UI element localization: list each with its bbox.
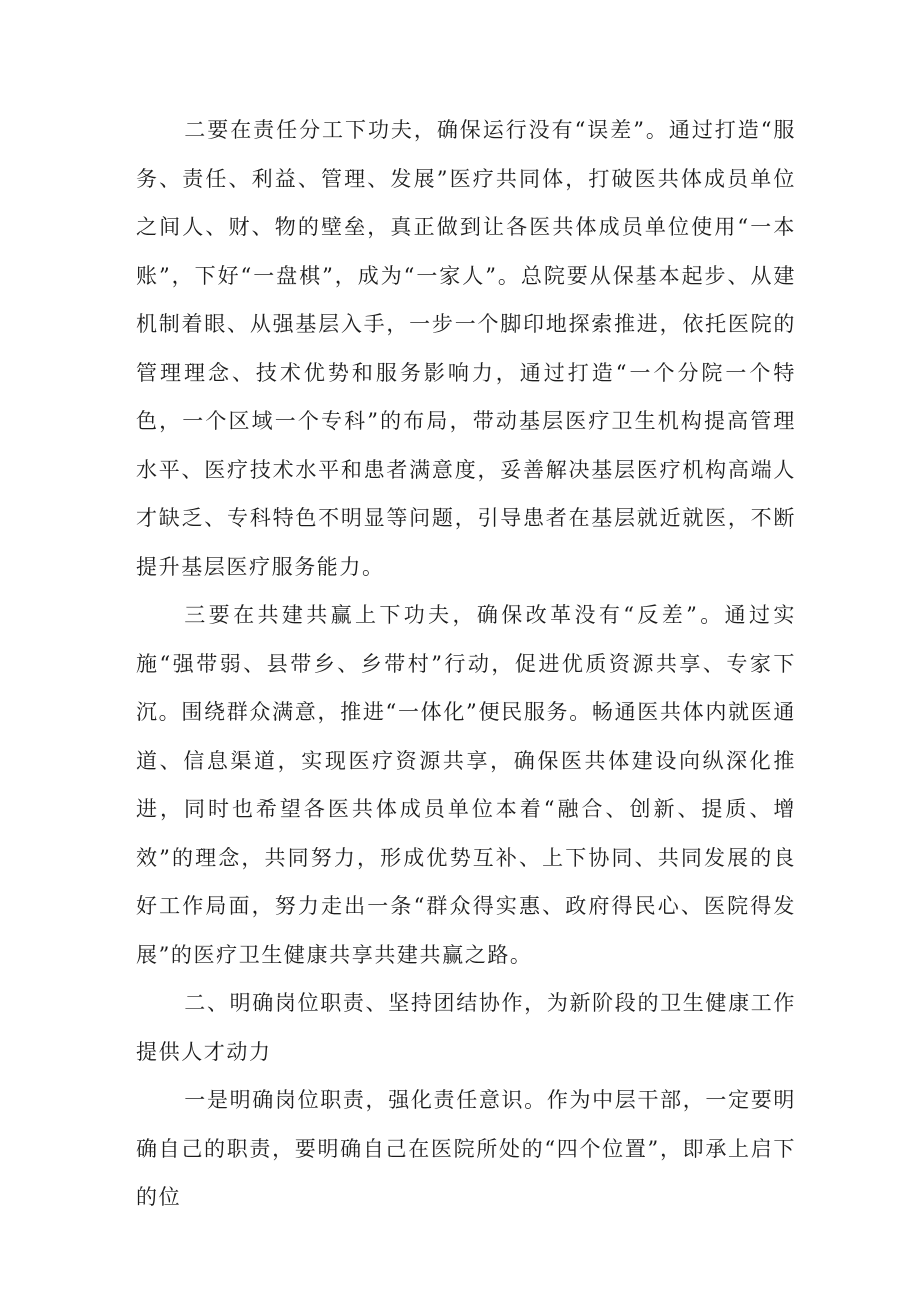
section-heading-job-duties: 二、明确岗位职责、坚持团结协作，为新阶段的卫生健康工作提供人才动力 — [136, 991, 796, 1064]
document-body — [136, 106, 796, 1222]
paragraph-responsibility-division: 二要在责任分工下功夫，确保运行没有“误差”。通过打造“服务、责任、利益、管理、发展”医疗共同体，打破医共体成员单位之间人、财、物的壁垒，真正做到让各医共体成员单位使用“一本账”，下好“一盘棋”，成为“一家人”。总院要从保基本起步、从建机制着眼、从强基层入手，一步一个脚印地探索推进，依托医院的管理理念、技术优势和服务影响力，通过打造“一个分院一个特色，一个区域一个专科”的布局，带动基层医疗卫生机构提高管理水平、医疗技术水平和患者满意度，妥善解决基层医疗机构高端人才缺乏、专科特色不明显等问题，引导患者在基层就近就医，不断提升基层医疗服务能力。 — [136, 118, 796, 579]
paragraph-clarify-duties: 一是明确岗位职责，强化责任意识。作为中层干部，一定要明确自己的职责，要明确自己在医院所处的“四个位置”，即承上启下的位 — [136, 1088, 796, 1209]
paragraph-co-construction: 三要在共建共赢上下功夫，确保改革没有“反差”。通过实施“强带弱、县带乡、乡带村”行动，促进优质资源共享、专家下沉。围绕群众满意，推进“一体化”便民服务。畅通医共体内就医通道、信息渠道，实现医疗资源共享，确保医共体建设向纵深化推进，同时也希望各医共体成员单位本着“融合、创新、提质、增效”的理念，共同努力，形成优势互补、上下协同、共同发展的良好工作局面，努力走出一条“群众得实惠、政府得民心、医院得发展”的医疗卫生健康共享共建共赢之路。 — [136, 603, 796, 967]
